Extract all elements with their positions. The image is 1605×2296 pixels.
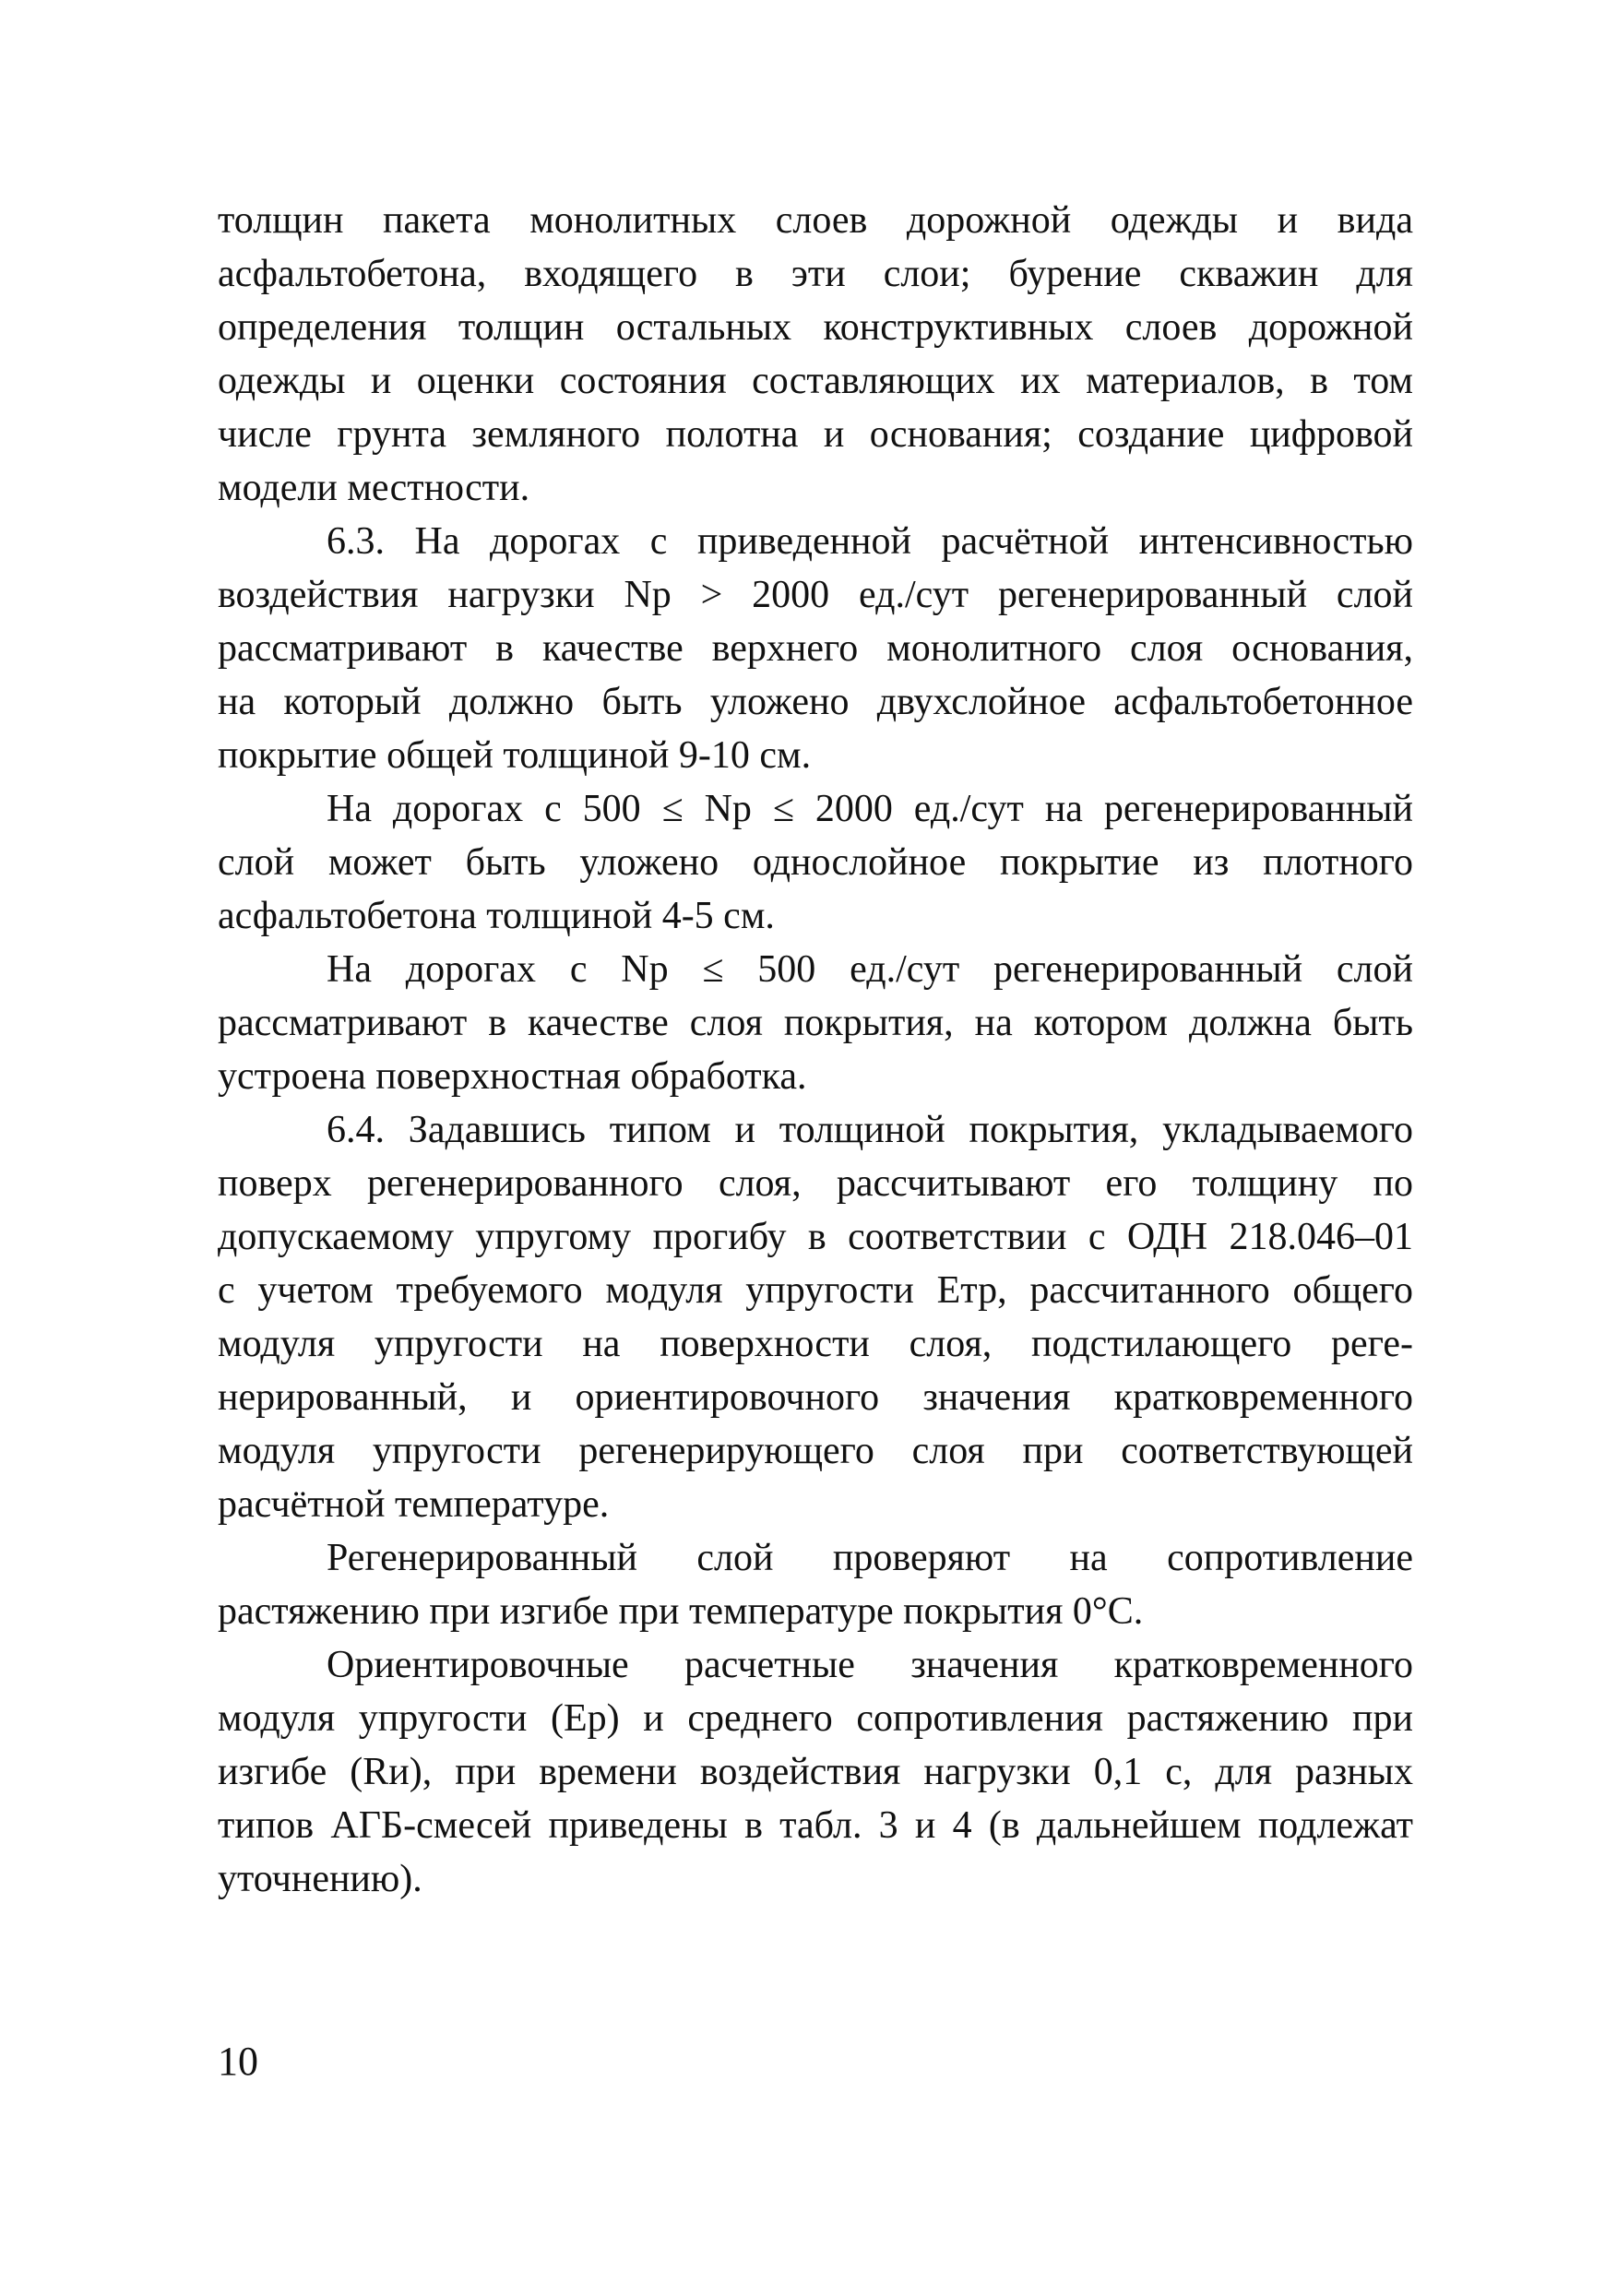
page-number: 10 xyxy=(218,2039,258,2084)
text-line: с учетом требуемого модуля упругости Етр, рассчитанного общего xyxy=(218,1269,1413,1312)
text-line: модуля упругости регенерирующего слоя при соответствующей xyxy=(218,1430,1413,1472)
text-line: числе грунта земляного полотна и основания; создание цифровой xyxy=(218,413,1413,456)
paragraph xyxy=(218,194,1413,515)
text-line: модуля упругости на поверхности слоя, подстилающего реге- xyxy=(218,1323,1413,1365)
text-line: 6.3. На дорогах с приведенной расчётной интенсивностью xyxy=(327,520,1413,563)
text-line: на который должно быть уложено двухслойное асфальтобетонное xyxy=(218,681,1413,723)
text-line: изгибе (Rи), при времени воздействия нагрузки 0,1 с, для разных xyxy=(218,1751,1413,1793)
text-line: модуля упругости (Ер) и среднего сопротивления растяжению при xyxy=(218,1697,1413,1740)
text-line: воздействия нагрузки Np > 2000 ед./сут регенерированный слой xyxy=(218,574,1413,616)
text-line: рассматривают в качестве верхнего монолитного слоя основания, xyxy=(218,627,1413,670)
text-line: одежды и оценки состояния составляющих их материалов, в том xyxy=(218,360,1413,402)
text-line: На дорогах с Np ≤ 500 ед./сут регенерированный слой xyxy=(327,948,1413,991)
text-line: устроена поверхностная обработка. xyxy=(218,1055,807,1098)
text-line: слой может быть уложено однослойное покрытие из плотного xyxy=(218,841,1413,884)
text-line: определения толщин остальных конструктивных слоев дорожной xyxy=(218,306,1413,349)
text-line: асфальтобетона толщиной 4-5 см. xyxy=(218,895,775,937)
paragraph xyxy=(218,1638,1413,1906)
text-line: поверх регенерированного слоя, рассчитывают его толщину по xyxy=(218,1162,1413,1205)
text-line: На дорогах с 500 ≤ Np ≤ 2000 ед./сут на регенерированный xyxy=(327,788,1413,830)
text-line: типов АГБ-смесей приведены в табл. 3 и 4 (в дальнейшем подлежат xyxy=(218,1804,1413,1847)
text-line: допускаемому упругому прогибу в соответствии с ОДН 218.046–01 xyxy=(218,1216,1413,1258)
paragraph xyxy=(218,515,1413,782)
text-line: асфальтобетона, входящего в эти слои; бурение скважин для xyxy=(218,253,1413,295)
paragraph xyxy=(218,1531,1413,1638)
paragraph xyxy=(218,1103,1413,1531)
text-line: покрытие общей толщиной 9-10 см. xyxy=(218,734,812,777)
text-line: Регенерированный слой проверяют на сопротивление xyxy=(327,1537,1413,1579)
text-line: нерированный, и ориентировочного значения кратковременного xyxy=(218,1376,1413,1419)
text-line: модели местности. xyxy=(218,467,530,509)
body-text xyxy=(218,194,1413,1906)
text-line: растяжению при изгибе при температуре покрытия 0°С. xyxy=(218,1590,1144,1633)
text-line: толщин пакета монолитных слоев дорожной одежды и вида xyxy=(218,199,1413,242)
text-line: уточнению). xyxy=(218,1858,422,1900)
paragraph xyxy=(218,782,1413,943)
text-line: расчётной температуре. xyxy=(218,1483,610,1526)
text-line: 6.4. Задавшись типом и толщиной покрытия, укладываемого xyxy=(327,1109,1413,1151)
text-line: рассматривают в качестве слоя покрытия, на котором должна быть xyxy=(218,1002,1413,1044)
text-line: Ориентировочные расчетные значения кратковременного xyxy=(327,1644,1413,1686)
paragraph xyxy=(218,943,1413,1103)
